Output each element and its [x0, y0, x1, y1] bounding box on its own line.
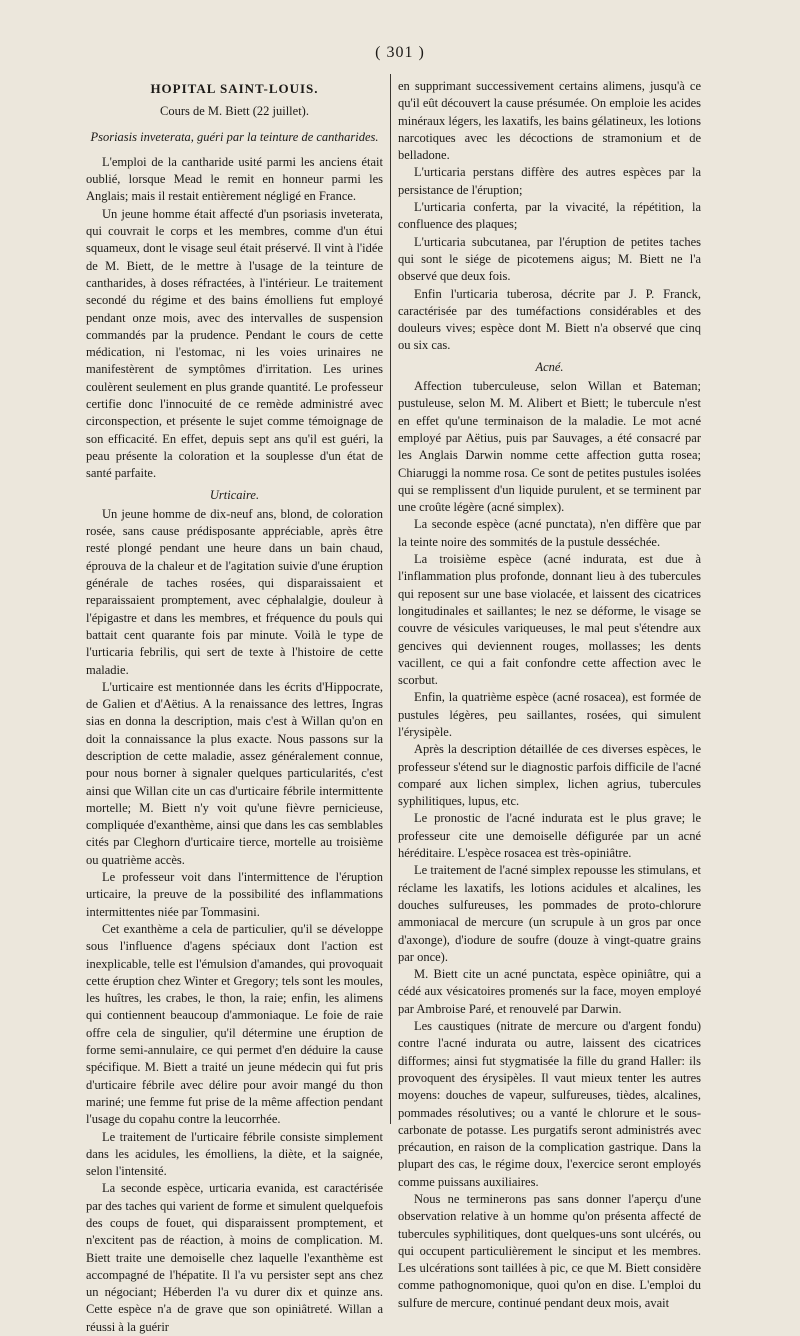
- case-title: Psoriasis inveterata, guéri par la teinture de cantharides.: [90, 129, 379, 144]
- paragraph: Nous ne terminerons pas sans donner l'aperçu d'une observation relative à un homme qu'on présenta affecté de tubercules syphilitiques, dont quelques-uns sont ulcérés, ou qui occupent particulièrement le sinciput et les membres. Les ulcérations sont taillées à pic, ce que M. Biett considère comme pathognomonique, quoi qu'on en dise. L'emploi du sulfure de mercure, continué pendant deux mois, avait: [398, 1192, 701, 1310]
- paragraph: Après la description détaillée de ces diverses espèces, le professeur s'étend sur le diagnostic parfois difficile de l'acné comparé aux lichen simplex, lichen agrius, tubercules syphilitiques, lupus, etc.: [398, 742, 701, 809]
- paragraph: L'urticaria conferta, par la vivacité, la répétition, la confluence des plaques;: [398, 200, 701, 232]
- page-number: ( 301 ): [375, 44, 425, 61]
- paragraph: Le professeur voit dans l'intermittence de l'éruption urticaire, la preuve de la possibilité des inflammations intermittentes niée par Tommasini.: [86, 870, 383, 919]
- paragraph: La seconde espèce (acné punctata), n'en diffère que par la teinte noire des sommités de la pustule desséchée.: [398, 517, 701, 549]
- paragraph: L'emploi de la cantharide usité parmi les anciens était oublié, lorsque Mead le remit en honneur parmi les Anglais; mais il restait entièrement négligé en France.: [86, 154, 383, 204]
- left-column: [86, 78, 383, 1334]
- paragraph: Le traitement de l'urticaire fébrile consiste simplement dans les acidules, les émolliens, la diète, et la saignée, selon l'intensité.: [86, 1129, 383, 1179]
- course-line: Cours de M. Biett (22 juillet).: [160, 104, 309, 119]
- paragraph: Un jeune homme de dix-neuf ans, blond, de coloration rosée, sans cause prédisposante appréciable, après être resté plongé pendant une heure dans un bain chaud, éprouva de la chaleur et de l'agitation suivie d'une éruption générale de taches rosées, qui disparaissaient et reparaissaient promptement, avec céphalalgie, douleur à l'épigastre et dans les membres, et fréquence du pouls qui battait cent quarante fois par minute. Voilà le type de l'urticaria febrilis, qui sert de texte à l'histoire de cette maladie.: [86, 506, 383, 677]
- right-column: [398, 78, 701, 1310]
- column-divider: [390, 74, 391, 1124]
- paragraph: Un jeune homme était affecté d'un psoriasis inveterata, qui couvrait le corps et les membres, comme d'un étui squameux, dont le visage seul était préservé. Il vint à l'idée de M. Biett, de le mettre à l'usage de la teinture de cantharides, à doses réfractées, à l'intérieur. Le traitement secondé du régime et des bains émolliens fut employé pendant onze mois, avec des intervalles de suspension commandés par la prudence. Pendant le cours de cette médication, ni l'estomac, ni les voies urinaires ne manifestèrent de symptômes d'irritation. Les urines coulèrent seulement en plus grande quantité. Le professeur certifie donc l'innocuité de ce remède administré avec circonspection, et présente le sujet comme témoignage de son efficacité. En effet, depuis sept ans qu'il est guéri, la peau présente la coloration et la souplesse d'un état de santé parfaite.: [86, 206, 383, 481]
- paragraph: Affection tuberculeuse, selon Willan et Bateman; pustuleuse, selon M. M. Alibert et Biett; le tubercule n'est en effet qu'une terminaison de la maladie. Le mot acné employé par Aëtius, puis par Sauvages, a été consacré par les Anglais Darwin nomme cette affection gutta rosea; Chiaruggi la nomme rosa. Ce sont de petites pustules isolées qui se remplissent d'un liquide purulent, et se terminent par une croûte légère (acné simplex).: [398, 379, 701, 515]
- subheading-acne: Acné.: [535, 359, 564, 374]
- paragraph: L'urticaria perstans diffère des autres espèces par la persistance de l'éruption;: [398, 165, 701, 197]
- paragraph: en supprimant successivement certains alimens, jusqu'à ce qu'il eût découvert la cause présumée. On emploie les acides minéraux légers, les laxatifs, les bains gélatineux, les lotions narcotiques avec les décoctions de stramonium et de belladone.: [398, 79, 701, 163]
- paragraph: L'urticaria subcutanea, par l'éruption de petites taches qui sont le siége de picotemens aigus; M. Biett ne l'a observé que deux fois.: [398, 234, 701, 284]
- paragraph: M. Biett cite un acné punctata, espèce opiniâtre, qui a cédé aux vésicatoires promenés sur la face, moyen employé par Ambroise Paré, et renouvelé par Darwin.: [398, 967, 701, 1016]
- paragraph: La troisième espèce (acné indurata, est due à l'inflammation plus profonde, donnant lieu à des tubercules qui reposent sur une base violacée, et laissent des cicatrices longitudinales et saillantes; le nez se déforme, le visage se couvre de vésicules variqueuses, le mal peut s'étendre aux gencives qui deviennent rouges, mollasses; les dents vacillent, ce qui a fait confondre cette affection avec le scorbut.: [398, 552, 701, 688]
- paragraph: Enfin, la quatrième espèce (acné rosacea), est formée de pustules légères, peu saillantes, rosées, qui simulent l'érysipèle.: [398, 690, 701, 739]
- paragraph: Le pronostic de l'acné indurata est le plus grave; le professeur cite une demoiselle défigurée par un acné héréditaire. L'espèce rosacea est très-opiniâtre.: [398, 811, 701, 861]
- paragraph: Enfin l'urticaria tuberosa, décrite par J. P. Franck, caractérisée par des tuméfactions considérables et des douleurs vives; espèce dont M. Biett n'a observé que cinq ou six cas.: [398, 286, 701, 353]
- section-heading: HOPITAL SAINT-LOUIS.: [150, 81, 319, 96]
- paragraph: La seconde espèce, urticaria evanida, est caractérisée par des taches qui varient de forme et simulent quelquefois des coups de fouet, qui disparaissent promptement, et n'excitent pas de réaction, à moins de complication. M. Biett traite une demoiselle chez laquelle l'exanthème est accompagné de l'hépatite. Il l'a vu persister sept ans chez un négociant; Héberden l'a vu durer dix et quinze ans. Cette espèce n'a de grave que son opiniâtreté. Willan a réussi à la guérir: [86, 1181, 383, 1334]
- paragraph: Le traitement de l'acné simplex repousse les stimulans, et réclame les laxatifs, les lotions acidules et alcalines, les douches sulfureuses, les pommades de proto-chlorure ammoniacal de mercure (un scrupule à un gros par once d'axonge), d'iodure de soufre (douze à vingt-quatre grains par once).: [398, 863, 701, 964]
- paragraph: Les caustiques (nitrate de mercure ou d'argent fondu) contre l'acné indurata ou autre, laissent des cicatrices difformes; ainsi fut stygmatisée la fille du grand Haller: ils provoquent des érysipèles. Il vaut mieux tenter les autres moyens: douches de vapeur, sulfureuses, tièdes, alcalines, pommades résolutives; ou a vanté le chlorure et le sous-carbonate de potasse. Les purgatifs seront administrés avec précaution, en raison de la complication gastrique. Dans la plupart des cas, le régime doux, l'exercice seront employés comme puissans auxiliaires.: [398, 1019, 701, 1189]
- subheading-urticaire: Urticaire.: [209, 487, 260, 502]
- paragraph: Cet exanthème a cela de particulier, qu'il se développe sous l'influence d'agens spéciaux dont l'action est inexplicable, telle est l'émulsion d'amandes, qui provoquait cette éruption chez Winter et Gregory; tels sont les moules, les huîtres, les crabes, le thon, la raie; enfin, les alimens qui contiennent beaucoup d'ammoniaque. Le foie de raie offre cela de singulier, qu'il détermine une éruption de forme semi-annulaire, ce qui permet d'en déduire la cause spécifique. M. Biett a traité un jeune médecin qui fut pris d'urticaire fébrile avec délire pour avoir mangé du thon mariné; une femme fut prise de la même affection pendant l'usage du copahu contre la leucorrhée.: [86, 921, 383, 1127]
- paragraph: L'urticaire est mentionnée dans les écrits d'Hippocrate, de Galien et d'Aëtius. A la renaissance des lettres, Ingras sias en donna la description, mais c'est à Willan qu'on en doit la connaissance la plus exacte. Nous passons sur la description de cette maladie, assez généralement connue, pour nous borner à signaler quelques particularités, c'est ainsi que Willan cite un cas d'urticaire fébrile intermittente mortelle; M. Biett n'y voit qu'une fièvre pernicieuse, compliquée d'exanthème, ainsi que dans les cas semblables cités par Cleghorn d'urticaire tierce, mortelle au troisième ou quatrième accès.: [86, 679, 383, 867]
